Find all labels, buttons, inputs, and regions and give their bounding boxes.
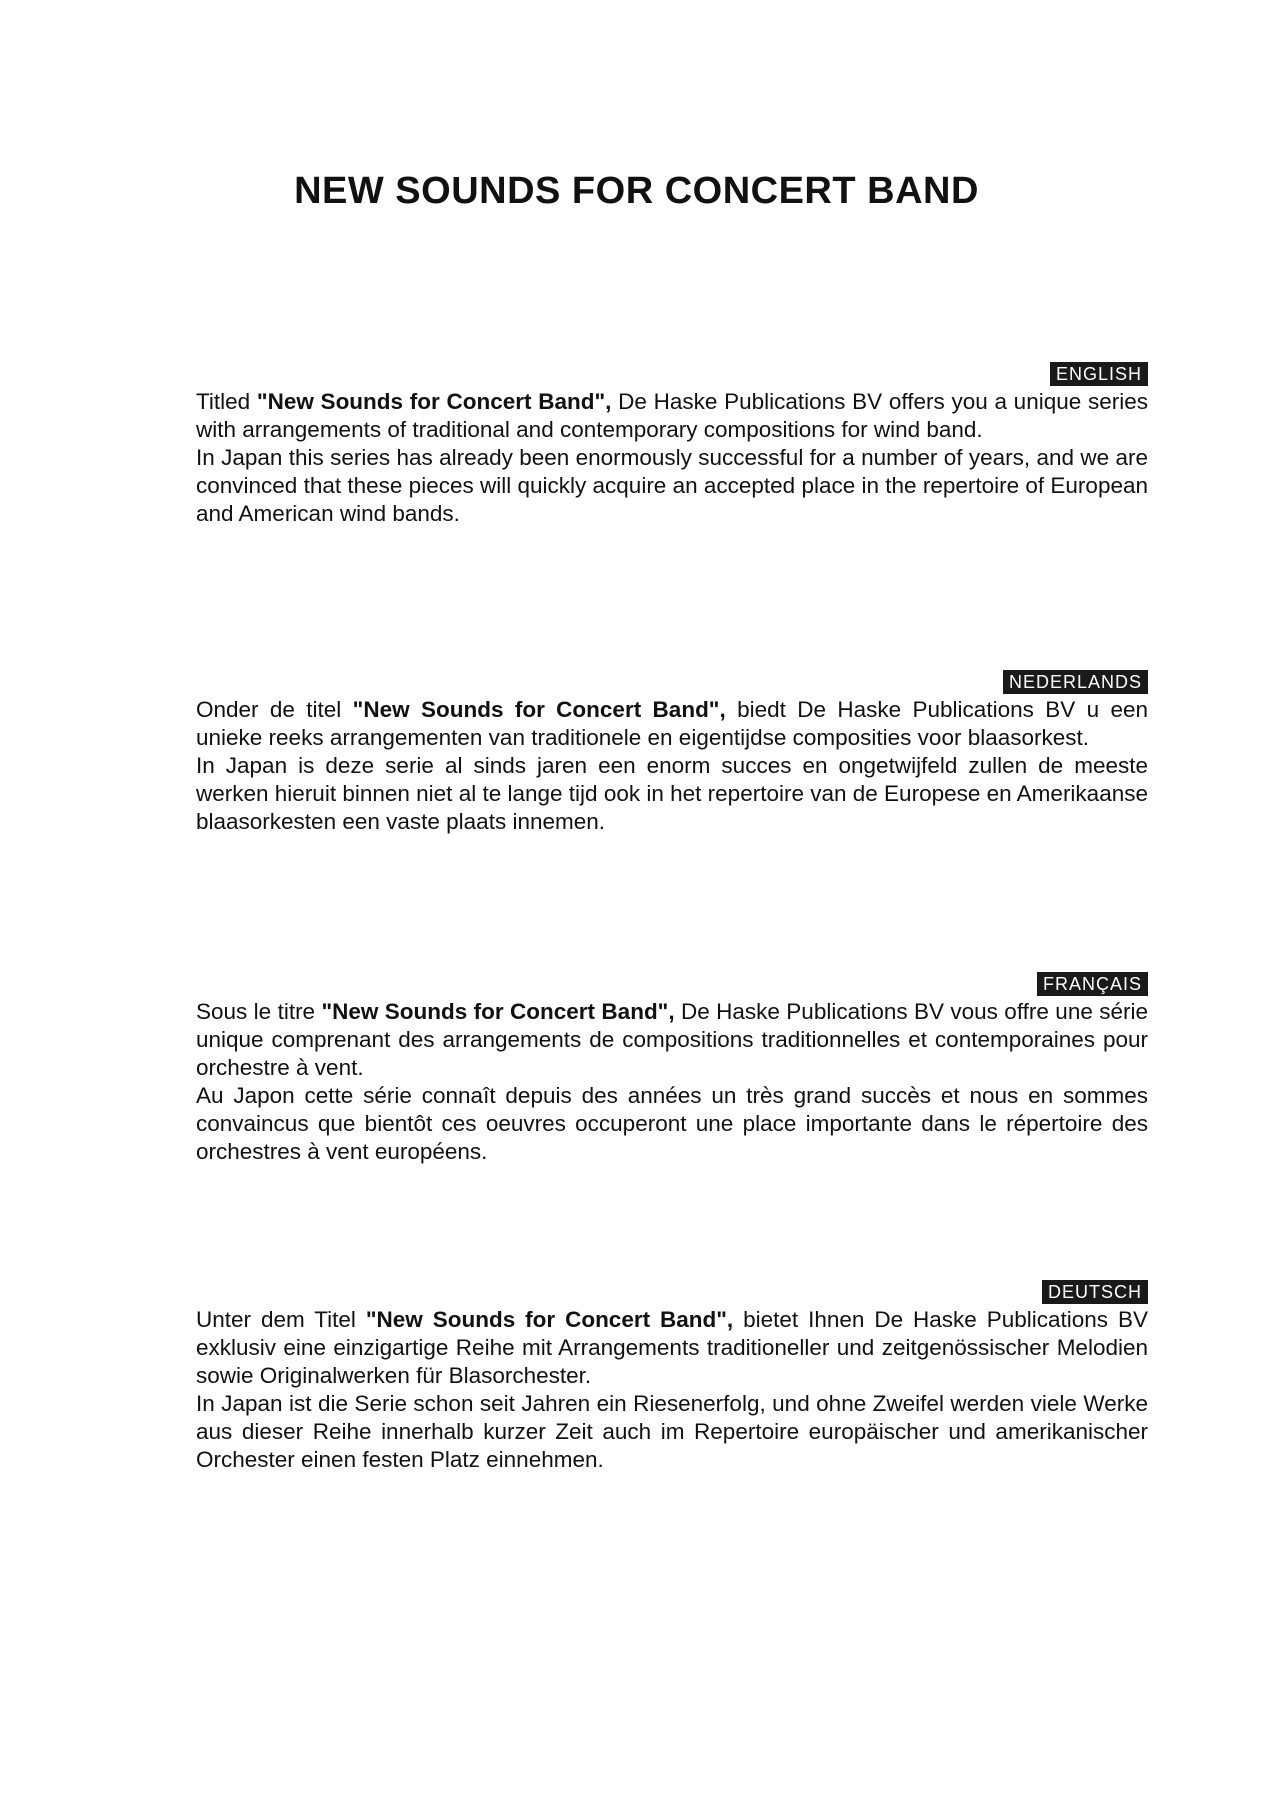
series-title-bold: "New Sounds for Concert Band", bbox=[321, 999, 675, 1024]
series-title-bold: "New Sounds for Concert Band", bbox=[365, 1307, 734, 1332]
section-english bbox=[196, 362, 1148, 528]
section-german bbox=[196, 1280, 1148, 1474]
paragraph-german-intro: Unter dem Titel "New Sounds for Concert Band", bietet Ihnen De Haske Publications BV exklusiv eine einzigartige Reihe mit Arrangements traditioneller und zeitgenössischer Melodien sowie Originalwerken für Blasorchester. bbox=[196, 1307, 1148, 1388]
paragraph-dutch-japan: In Japan is deze serie al sinds jaren een enorm succes en ongetwijfeld zullen de meeste werken hieruit binnen niet al te lange tijd ook in het repertoire van de Europese en Amerikaanse blaasorkesten een vaste plaats innemen. bbox=[196, 753, 1148, 834]
paragraph-english-intro: Titled "New Sounds for Concert Band", De Haske Publications BV offers you a unique series with arrangements of traditional and contemporary compositions for wind band. bbox=[196, 389, 1148, 442]
paragraph-french-intro: Sous le titre "New Sounds for Concert Band", De Haske Publications BV vous offre une série unique comprenant des arrangements de compositions traditionnelles et contemporaines pour orchestre à vent. bbox=[196, 999, 1149, 1080]
paragraph-dutch-intro: Onder de titel "New Sounds for Concert Band", biedt De Haske Publications BV u een unieke reeks arrangementen van traditionele en eigentijdse composities voor blaasorkest. bbox=[196, 697, 1149, 750]
language-tag-german: DEUTSCH bbox=[1042, 1280, 1148, 1304]
section-french bbox=[196, 972, 1148, 1166]
series-title-bold: "New Sounds for Concert Band", bbox=[256, 389, 612, 414]
paragraph-english-japan: In Japan this series has already been enormously successful for a number of years, and we are convinced that these pieces will quickly acquire an accepted place in the repertoire of European and American wind bands. bbox=[196, 445, 1148, 526]
series-title-bold: "New Sounds for Concert Band", bbox=[352, 697, 726, 722]
section-dutch bbox=[196, 670, 1148, 836]
page-title: NEW SOUNDS FOR CONCERT BAND bbox=[294, 170, 979, 212]
language-tag-english: ENGLISH bbox=[1050, 362, 1148, 386]
language-tag-dutch: NEDERLANDS bbox=[1003, 670, 1148, 694]
language-tag-french: FRANÇAIS bbox=[1037, 972, 1148, 996]
paragraph-french-japan: Au Japon cette série connaît depuis des années un très grand succès et nous en sommes convaincus que bientôt ces oeuvres occuperont une place importante dans le répertoire des orchestres à vent européens. bbox=[196, 1083, 1148, 1164]
paragraph-german-japan: In Japan ist die Serie schon seit Jahren ein Riesenerfolg, und ohne Zweifel werden viele Werke aus dieser Reihe innerhalb kurzer Zeit auch im Repertoire europäischer und amerikanischer Orchester einen festen Platz einnehmen. bbox=[196, 1391, 1148, 1472]
